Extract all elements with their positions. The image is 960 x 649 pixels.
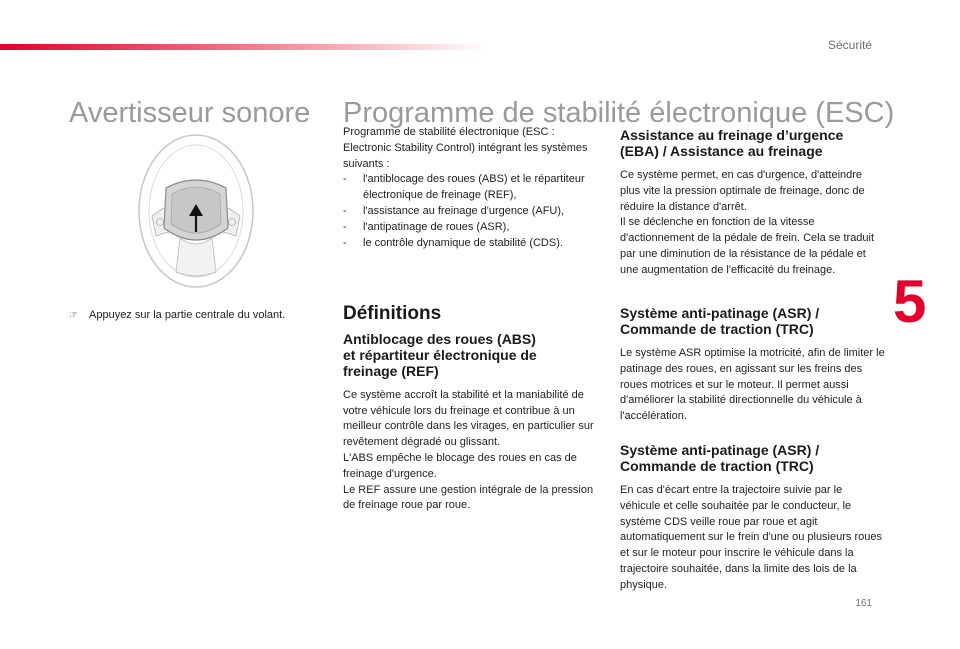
header-accent-bar bbox=[0, 44, 490, 50]
asr-heading-1: Système anti-patinage (ASR) / Commande de traction (TRC) bbox=[620, 305, 820, 337]
intro-list bbox=[343, 172, 601, 251]
abs-body: Ce système accroît la stabilité et la maniabilité de votre véhicule lors du freinage et contribue à un meilleur contrôle dans les virages, en particulier sur revêtement dégradé ou glissant. L'ABS empêche le blocage des roues en cas de freinage d'urgence. Le REF assure une gestion intégrale de la pression de freinage roue par roue. bbox=[343, 388, 594, 512]
chapter-number: 5 bbox=[893, 268, 927, 335]
list-item: - l'antipatinage de roues (ASR), bbox=[343, 220, 510, 233]
horn-title: Avertisseur sonore bbox=[69, 97, 311, 130]
list-item: - le contrôle dynamique de stabilité (CDS). bbox=[343, 236, 563, 249]
esc-intro bbox=[343, 125, 601, 251]
page-number: 161 bbox=[855, 598, 872, 609]
steering-wheel-illustration bbox=[136, 132, 256, 290]
definitions-heading: Définitions bbox=[343, 303, 442, 324]
list-item: - l'assistance au freinage d'urgence (AFU), bbox=[343, 204, 565, 217]
pointing-finger-icon: ☞ bbox=[69, 310, 78, 321]
eba-body: Ce système permet, en cas d'urgence, d'atteindre plus vite la pression optimale de freinage, donc de réduire la distance d'arrêt. Il se déclenche en fonction de la vitesse d'actionnement de la pédale de frein. Cela se traduit par une diminution de la résistance de la pédale et une augmentation de l'efficacité du freinage. bbox=[620, 169, 875, 276]
asr-body-2: En cas d'écart entre la trajectoire suivie par le véhicule et celle souhaitée par le conducteur, le système CDS veille roue par roue et agit automatiquement sur le frein d'une ou plusieurs roues et sur le moteur pour inscrire le véhicule dans la trajectoire souhaitée, dans la limite des lois de la physique. bbox=[620, 484, 882, 591]
definitions-section bbox=[343, 303, 601, 514]
eba-section bbox=[620, 127, 885, 279]
asr-heading-2: Système anti-patinage (ASR) / Commande de traction (TRC) bbox=[620, 442, 820, 474]
eba-heading: Assistance au freinage d’urgence (EBA) / Assistance au freinage bbox=[620, 127, 844, 159]
esc-title: Programme de stabilité électronique (ESC) bbox=[343, 97, 895, 130]
asr-body-1: Le système ASR optimise la motricité, afin de limiter le patinage des roues, en agissant sur les freins des roues motrices et sur le moteur. Il permet aussi d'améliorer la stabilité directionnelle du véhicule à l'accélération. bbox=[620, 347, 885, 423]
intro-text: Programme de stabilité électronique (ESC : Electronic Stability Control) intégrant les systèmes suivants : bbox=[343, 126, 588, 170]
list-item: - l'antiblocage des roues (ABS) et le répartiteur électronique de freinage (REF), bbox=[343, 173, 585, 202]
horn-instruction: ☞ Appuyez sur la partie centrale du volant. bbox=[69, 309, 286, 321]
abs-heading: Antiblocage des roues (ABS) et répartiteur électronique de freinage (REF) bbox=[343, 330, 537, 379]
asr-section-2 bbox=[620, 442, 885, 594]
section-name: Sécurité bbox=[827, 38, 872, 52]
asr-section-1 bbox=[620, 305, 885, 425]
